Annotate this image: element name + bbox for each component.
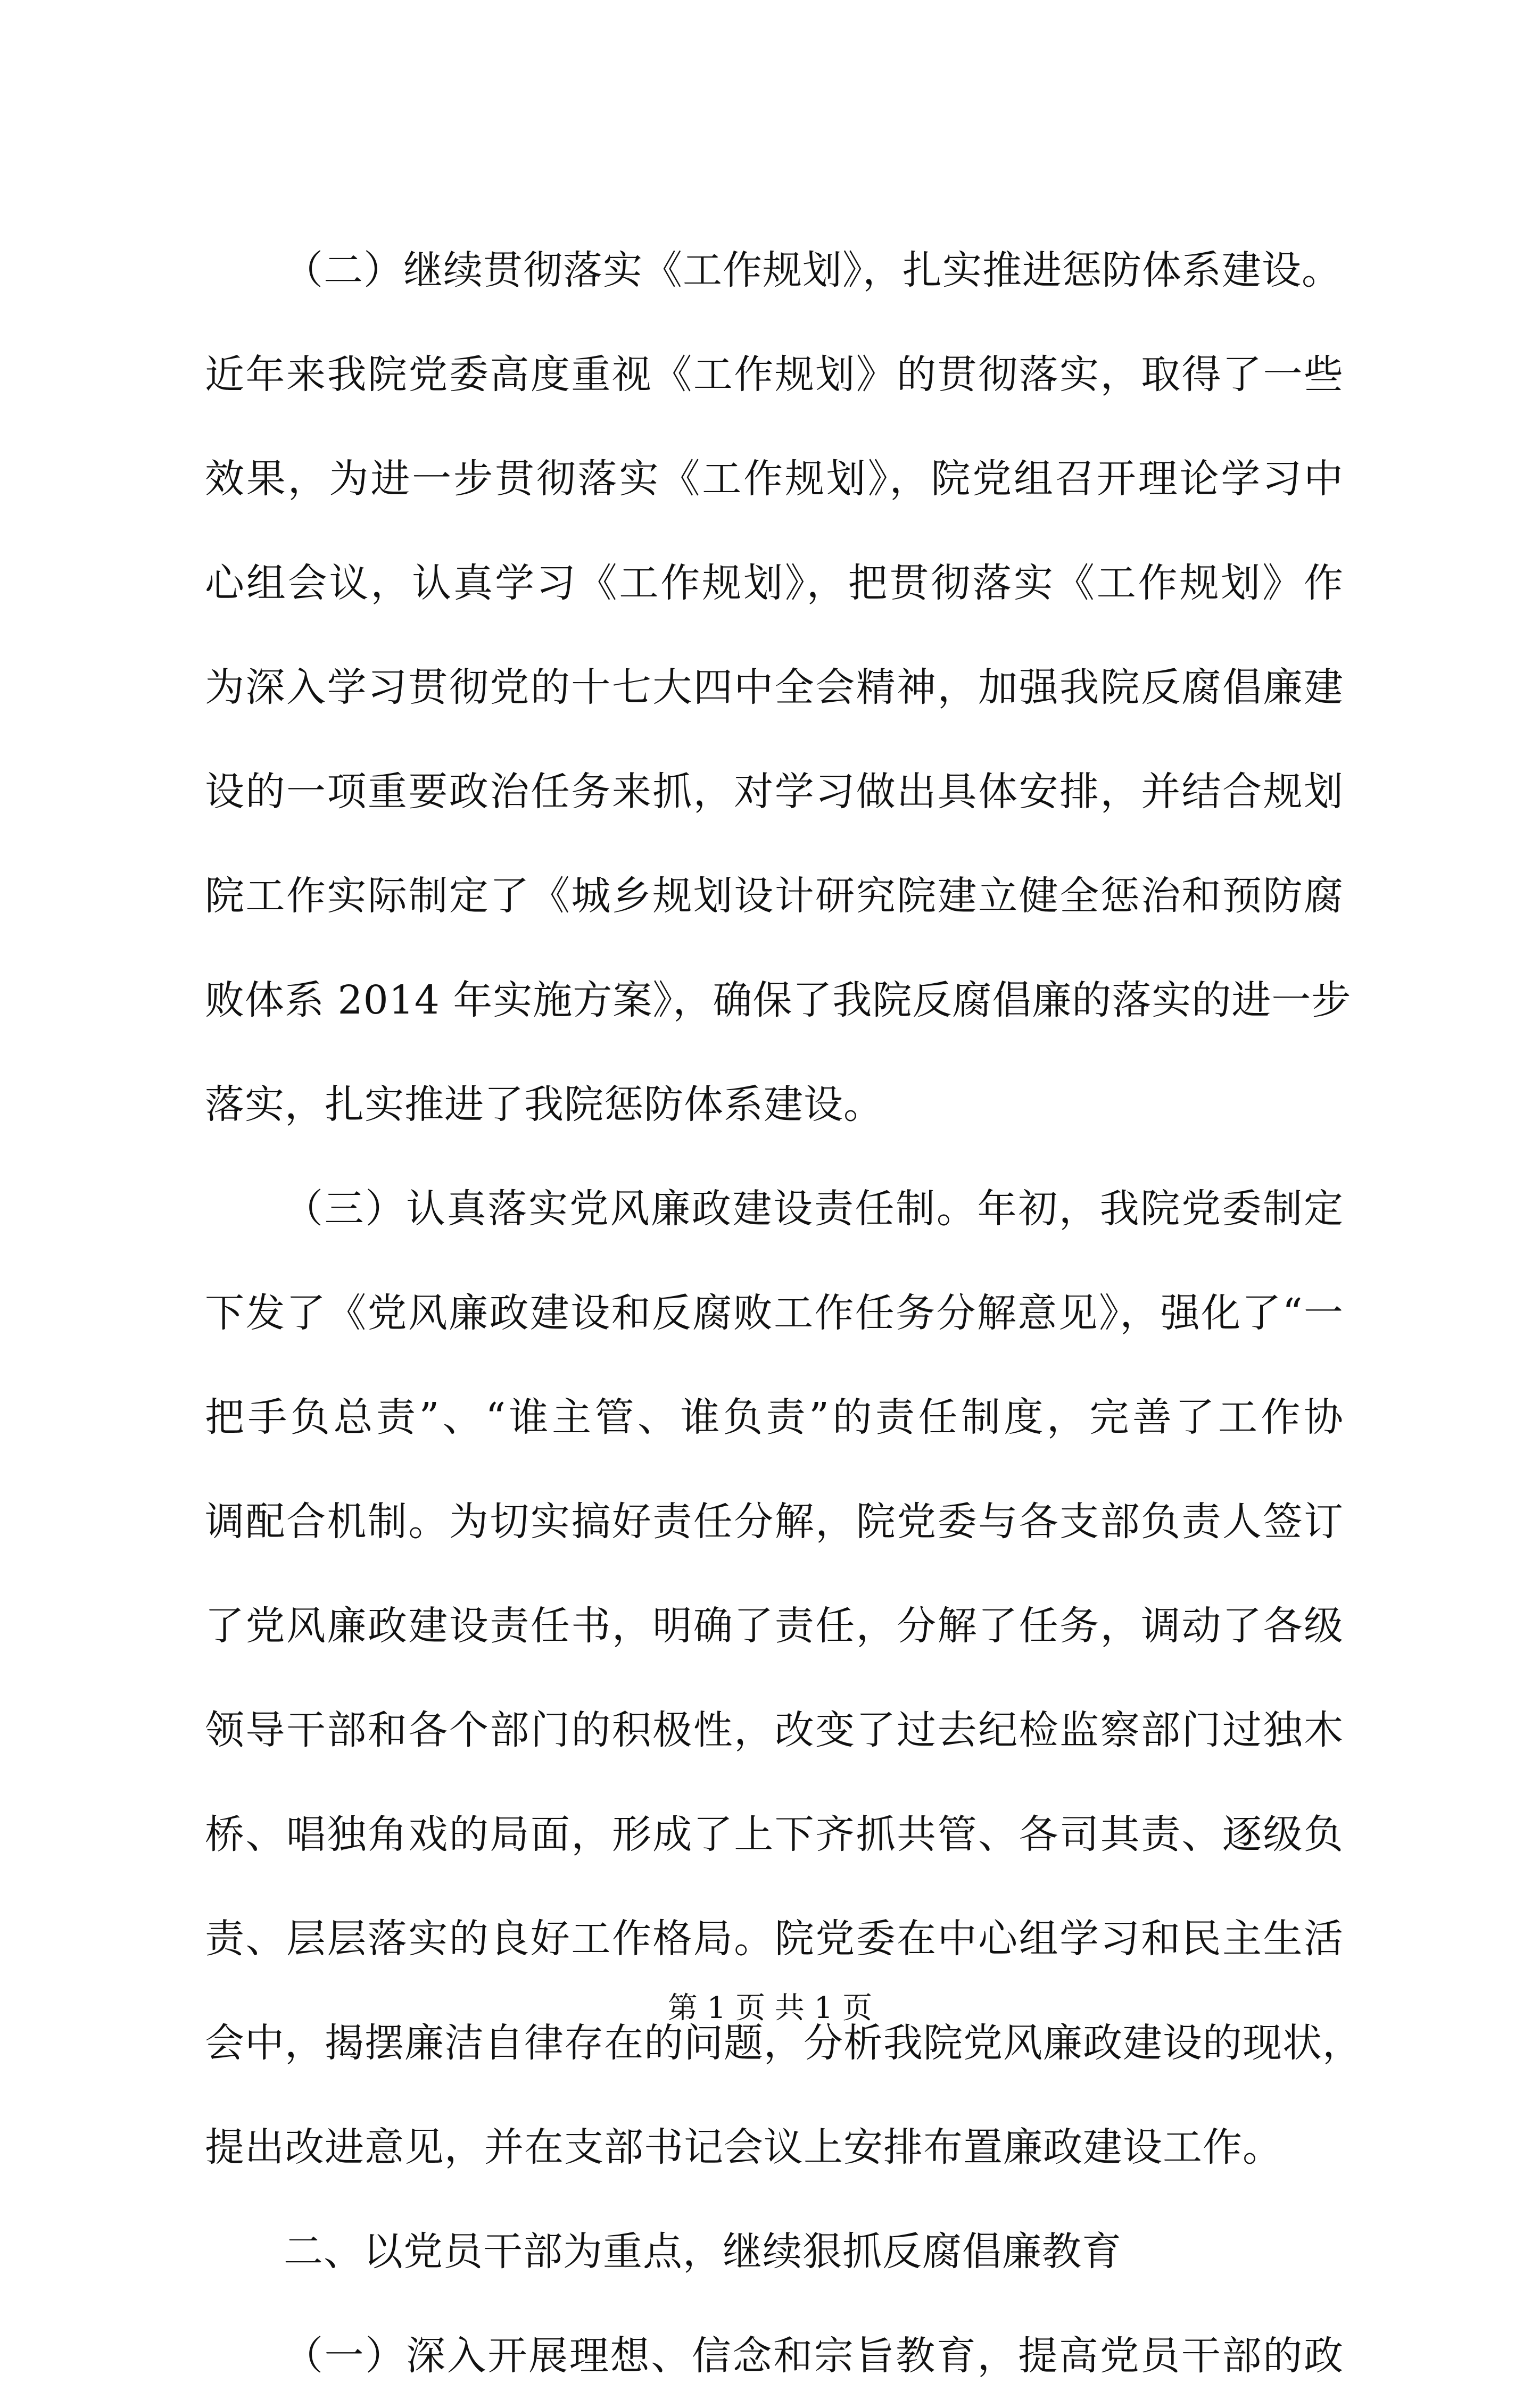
- text-line: 了党风廉政建设责任书，明确了责任，分解了任务，调动了各级: [205, 1603, 1344, 1649]
- text-line: 落实，扎实推进了我院惩防体系建设。: [205, 1082, 883, 1127]
- text-line: （一）深入开展理想、信念和宗旨教育，提高党员干部的政: [284, 2333, 1344, 2379]
- text-line: 领导干部和各个部门的积极性，改变了过去纪检监察部门过独木: [205, 1707, 1344, 1753]
- text-line: 院工作实际制定了《城乡规划设计研究院建立健全惩治和预防腐: [205, 873, 1344, 919]
- text-line: 责、层层落实的良好工作格局。院党委在中心组学习和民主生活: [205, 1916, 1344, 1962]
- text-line: （三）认真落实党风廉政建设责任制。年初，我院党委制定: [284, 1186, 1344, 1232]
- text-line: 为深入学习贯彻党的十七大四中全会精神，加强我院反腐倡廉建: [205, 665, 1344, 710]
- section-heading: 二、以党员干部为重点，继续狠抓反腐倡廉教育: [284, 2229, 1122, 2274]
- text-line: 心组会议，认真学习《工作规划》，把贯彻落实《工作规划》作: [205, 560, 1344, 606]
- text-line: 设的一项重要政治任务来抓，对学习做出具体安排，并结合规划: [205, 769, 1344, 815]
- text-line: 提出改进意见，并在支部书记会议上安排布置廉政建设工作。: [205, 2124, 1282, 2170]
- text-line: 调配合机制。为切实搞好责任分解，院党委与各支部负责人签订: [205, 1499, 1344, 1545]
- text-line: 近年来我院党委高度重视《工作规划》的贯彻落实，取得了一些: [205, 352, 1344, 397]
- text-line: 会中，揭摆廉洁自律存在的问题，分析我院党风廉政建设的现状，: [205, 2020, 1362, 2066]
- body-text: [205, 218, 1362, 2408]
- text-line: 把手负总责”、“谁主管、谁负责”的责任制度，完善了工作协: [205, 1394, 1344, 1440]
- text-line: （二）继续贯彻落实《工作规划》，扎实推进惩防体系建设。: [284, 247, 1342, 293]
- page-footer: 第 1 页 共 1 页: [667, 1991, 873, 2025]
- text-line: 下发了《党风廉政建设和反腐败工作任务分解意见》，强化了“一: [205, 1290, 1344, 1336]
- text-line: 败体系 2014 年实施方案》，确保了我院反腐倡廉的落实的进一步: [205, 977, 1352, 1023]
- text-line: 效果，为进一步贯彻落实《工作规划》，院党组召开理论学习中: [205, 456, 1344, 502]
- text-line: 桥、唱独角戏的局面，形成了上下齐抓共管、各司其责、逐级负: [205, 1812, 1344, 1857]
